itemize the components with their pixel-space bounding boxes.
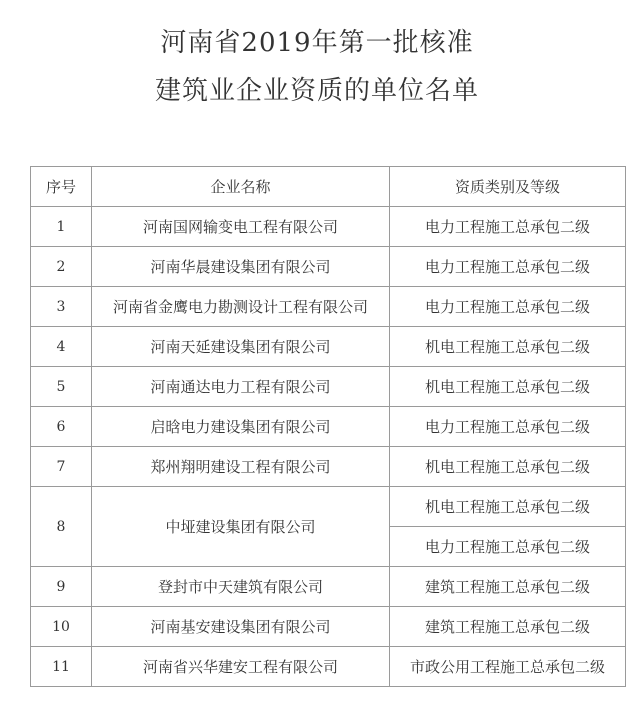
cell-qualification: 电力工程施工总承包二级 (390, 207, 626, 247)
table-body (31, 207, 626, 687)
document-title-line-2: 建筑业企业资质的单位名单 (154, 76, 479, 106)
cell-serial-number: 10 (31, 607, 92, 647)
cell-company-name: 河南国网输变电工程有限公司 (92, 207, 390, 247)
table-row (31, 287, 626, 327)
cell-company-name: 河南基安建设集团有限公司 (92, 607, 390, 647)
cell-serial-number: 7 (31, 447, 92, 487)
cell-qualification: 电力工程施工总承包二级 (390, 287, 626, 327)
cell-qualification: 建筑工程施工总承包二级 (390, 567, 626, 607)
cell-qualification: 机电工程施工总承包二级 (390, 327, 626, 367)
cell-serial-number: 2 (31, 247, 92, 287)
cell-qualification: 电力工程施工总承包二级 (390, 407, 626, 447)
cell-serial-number: 11 (31, 647, 92, 687)
document-title-line-1: 河南省2019年第一批核准 (160, 28, 474, 58)
cell-company-name: 河南天延建设集团有限公司 (92, 327, 390, 367)
table-row (31, 647, 626, 687)
cell-qualification: 电力工程施工总承包二级 (390, 247, 626, 287)
cell-qualification: 电力工程施工总承包二级 (390, 527, 626, 567)
table-header-row (31, 167, 626, 207)
cell-company-name: 河南省兴华建安工程有限公司 (92, 647, 390, 687)
table-row (31, 367, 626, 407)
company-qualification-table (30, 166, 626, 687)
table-row (31, 447, 626, 487)
cell-serial-number: 8 (31, 487, 92, 567)
cell-qualification: 市政公用工程施工总承包二级 (390, 647, 626, 687)
header-company-name: 企业名称 (92, 167, 390, 207)
cell-serial-number: 5 (31, 367, 92, 407)
table-row (31, 207, 626, 247)
table-row (31, 407, 626, 447)
header-serial-number: 序号 (31, 167, 92, 207)
cell-qualification: 机电工程施工总承包二级 (390, 367, 626, 407)
cell-serial-number: 3 (31, 287, 92, 327)
cell-qualification: 建筑工程施工总承包二级 (390, 607, 626, 647)
table-row (31, 607, 626, 647)
cell-company-name: 河南通达电力工程有限公司 (92, 367, 390, 407)
table-row (31, 567, 626, 607)
cell-serial-number: 4 (31, 327, 92, 367)
table-row (31, 487, 626, 527)
table-row (31, 247, 626, 287)
cell-company-name: 登封市中天建筑有限公司 (92, 567, 390, 607)
header-qualification: 资质类别及等级 (390, 167, 626, 207)
cell-company-name: 中垭建设集团有限公司 (92, 487, 390, 567)
cell-serial-number: 6 (31, 407, 92, 447)
cell-qualification: 机电工程施工总承包二级 (390, 487, 626, 527)
cell-company-name: 河南华晨建设集团有限公司 (92, 247, 390, 287)
cell-company-name: 河南省金鹰电力勘测设计工程有限公司 (92, 287, 390, 327)
table-row (31, 327, 626, 367)
cell-company-name: 郑州翔明建设工程有限公司 (92, 447, 390, 487)
cell-serial-number: 1 (31, 207, 92, 247)
cell-qualification: 机电工程施工总承包二级 (390, 447, 626, 487)
cell-company-name: 启晗电力建设集团有限公司 (92, 407, 390, 447)
cell-serial-number: 9 (31, 567, 92, 607)
